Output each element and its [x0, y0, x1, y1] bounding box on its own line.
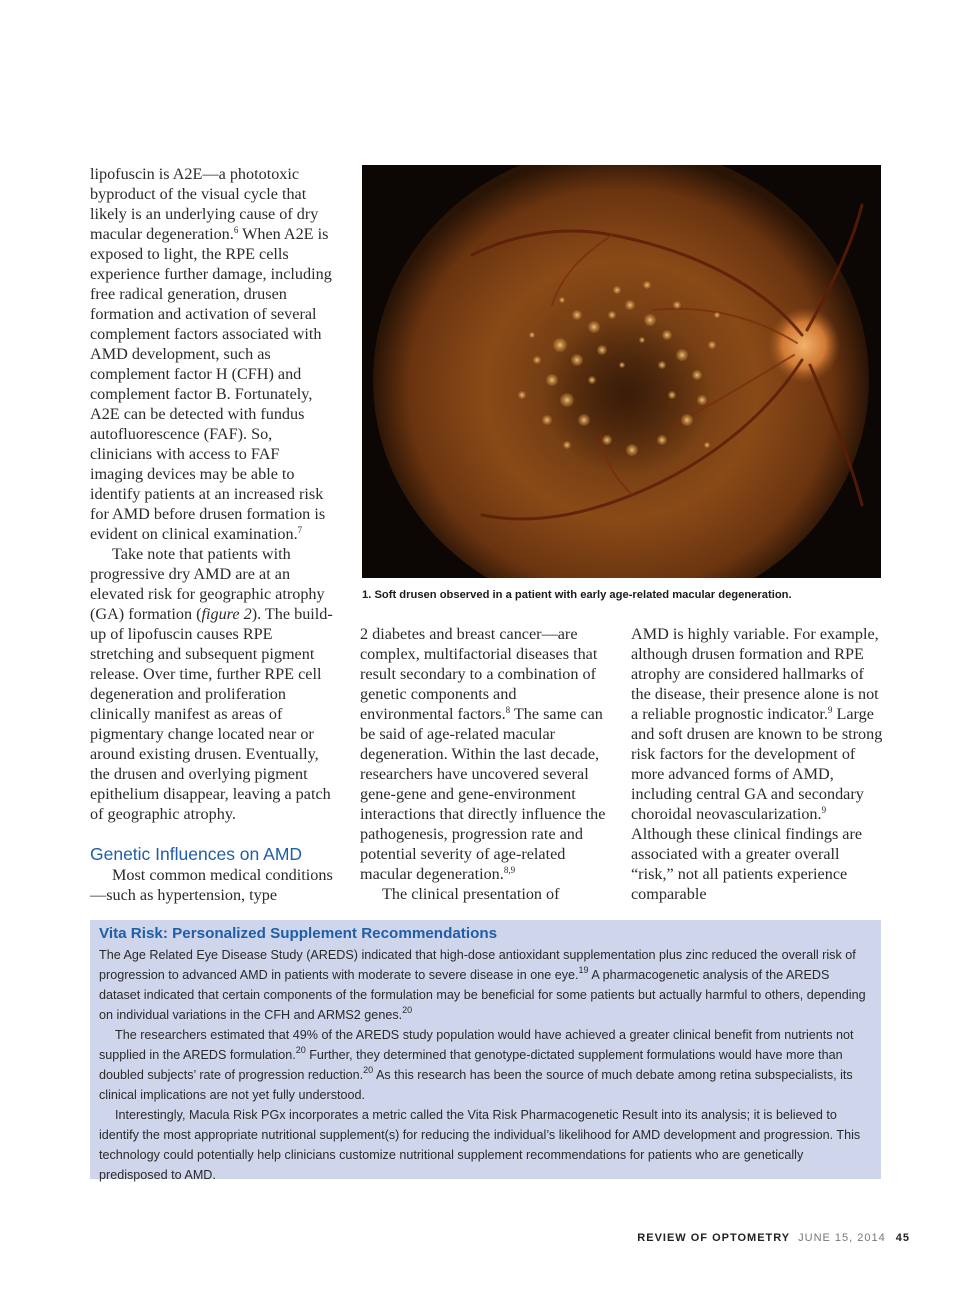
sidebar-paragraph: Interestingly, Macula Risk PGx incorporates a metric called the Vita Risk Pharmacogenetic Result into its analysis; it is believed to identify the most appropriate nutritional supplement(s) for reducing the individual’s likelihood for AMD development and progression. This technology could potentially help clinicians customize nutritional supplement recommendations for patients who are genetically predisposed to AMD.	[99, 1108, 861, 1182]
paragraph: Take note that patients with progressive dry AMD are at an elevated risk for geographic atrophy (GA) formation (figure 2). The build-up of lipofuscin causes RPE stretching and subsequent pigment release. Over time, further RPE cell degeneration and proliferation clinically manifest as areas of pigmentary change located near or around existing drusen. Eventually, the drusen and overlying pigment epithelium disappear, leaving a patch of geographic atrophy.	[90, 545, 333, 823]
paragraph: lipofuscin is A2E—a phototoxic byproduct of the visual cycle that likely is an underlying cause of dry macular degeneration.$^6$ When A2E is exposed to light, the RPE cells experience further damage, including free radical generation, drusen formation and activation of several complement factors associated with AMD development, such as complement factor H (CFH) and complement factor B. Fortunately, A2E can be detected with fundus autofluorescence (FAF). So, clinicians with access to FAF imaging devices may be able to identify patients at an increased risk for AMD before drusen formation is evident on clinical examination.$^7$	[90, 165, 332, 543]
sidebar-box	[90, 920, 881, 1182]
paragraph: Most common medical conditions—such as hypertension, type	[90, 866, 333, 904]
sidebar-paragraph: The researchers estimated that 49% of the AREDS study population would have achieved a greater clinical benefit from nutrients not supplied in the AREDS formulation.$^{20}$ Further, they determined that genotype-dictated supplement formulations would have more than doubled subjects’ rate of progression reduction.$^{20}$ As this research has been the source of much debate among retina subspecialists, its clinical implications are not yet fully understood.	[99, 1028, 854, 1102]
citation-ref: 8	[505, 705, 511, 715]
citation-ref: 9	[821, 805, 827, 815]
citation-ref: 19	[578, 965, 589, 975]
fundus-photo-figure	[362, 165, 881, 578]
sidebar-title: Vita Risk: Personalized Supplement Recommendations	[99, 925, 498, 942]
paragraph: AMD is highly variable. For example, although drusen formation and RPE atrophy are considered hallmarks of the disease, their presence alone is not a reliable prognostic indicator.$^9$ Large and soft drusen are known to be strong risk factors for the development of more advanced forms of AMD, including central GA and secondary choroidal neovascularization.$^9$ Although these clinical findings are associated with a greater overall “risk,” not all patients experience comparable	[631, 625, 883, 903]
fundus-image	[362, 165, 881, 578]
issue-date: JUNE 15, 2014	[798, 1232, 886, 1244]
citation-ref: 20	[295, 1045, 306, 1055]
citation-ref: 20	[363, 1065, 374, 1075]
citation-ref: 8,9	[503, 865, 516, 875]
paragraph: 2 diabetes and breast cancer—are complex, multifactorial diseases that result secondary to a combination of genetic components and environmental factors.$^8$ The same can be said of age-related macular degeneration. Within the last decade, researchers have uncovered several gene-gene and gene-environment interactions that directly influence the pathogenesis, progression rate and potential severity of age-related macular degeneration.$^{8,9}$	[360, 625, 606, 883]
citation-ref: 20	[402, 1005, 413, 1015]
sidebar-body	[99, 945, 872, 1185]
paragraph: The clinical presentation of	[382, 885, 560, 903]
figure-reference: figure 2	[201, 605, 252, 623]
figure-caption: 1. Soft drusen observed in a patient with early age-related macular degeneration.	[362, 589, 792, 601]
publication-name: REVIEW OF OPTOMETRY	[637, 1232, 791, 1244]
sidebar-paragraph: The Age Related Eye Disease Study (AREDS) indicated that high-dose antioxidant supplementation plus zinc reduced the overall risk of progression to advanced AMD in patients with moderate to severe disease in one eye.$^{19}$ A pharmacogenetic analysis of the AREDS dataset indicated that certain components of the formulation may be beneficial for some patients but actually harmful to others, depending on individual variations in the CFH and ARMS2 genes.$^{20}$	[99, 948, 866, 1022]
citation-ref: 6	[233, 225, 239, 235]
page-number: 45	[895, 1232, 910, 1244]
article-column-3	[631, 624, 883, 904]
article-column-1	[90, 164, 336, 905]
section-heading: Genetic Influences on AMD	[90, 844, 303, 864]
article-column-2	[360, 624, 606, 904]
page-footer	[637, 1232, 910, 1244]
citation-ref: 7	[297, 525, 303, 535]
citation-ref: 9	[827, 705, 833, 715]
